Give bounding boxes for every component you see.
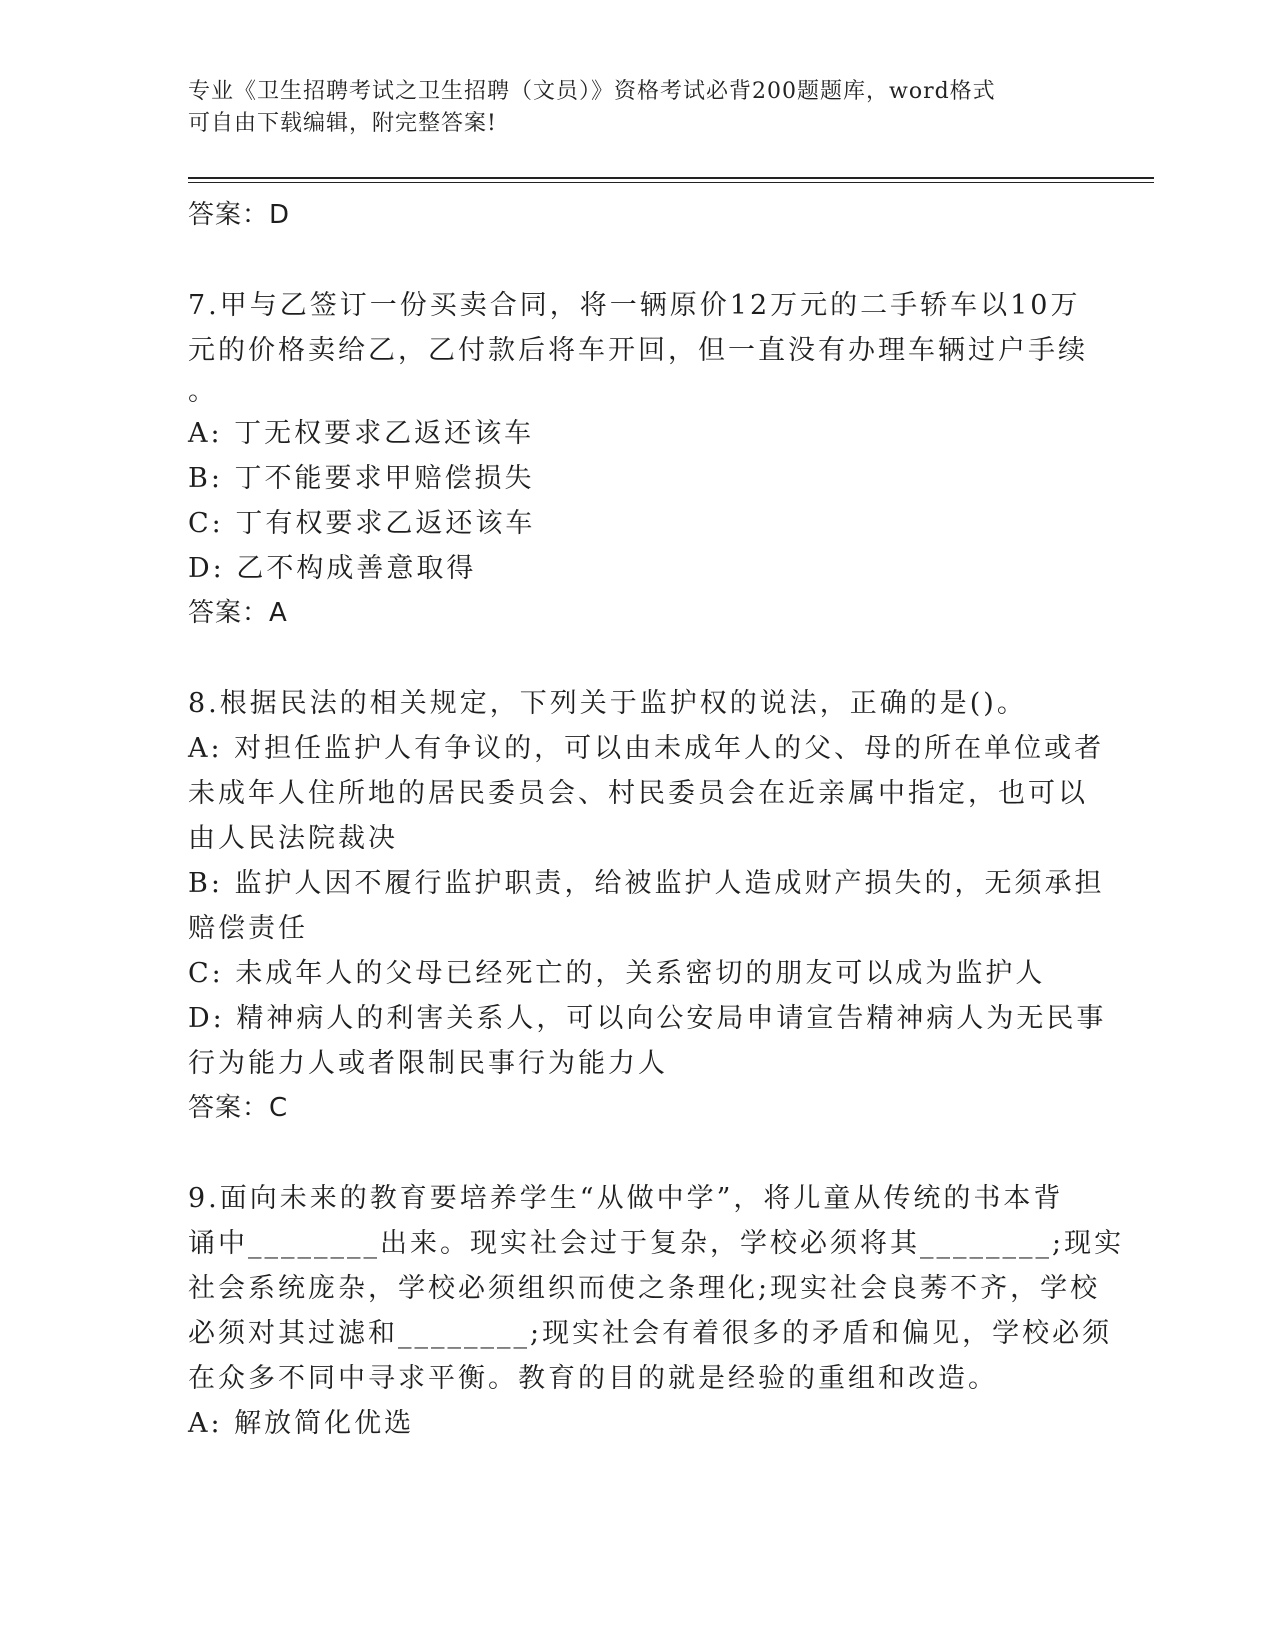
answer-q6: 答案：D	[188, 200, 291, 230]
header-line-2: 可自由下载编辑，附完整答案!	[188, 111, 497, 136]
option-d: D: 精神病人的利害关系人，可以向公安局申请宣告精神病人为无民事	[188, 1003, 1107, 1034]
option-c: C: 未成年人的父母已经死亡的，关系密切的朋友可以成为监护人	[188, 958, 1046, 989]
question-7	[188, 283, 1088, 636]
option-a: A: 丁无权要求乙返还该车	[188, 418, 535, 449]
answer-q8: 答案：C	[188, 1093, 289, 1123]
document-header	[188, 76, 1088, 140]
question-line: 在众多不同中寻求平衡。教育的目的就是经验的重组和改造。	[188, 1363, 998, 1394]
question-line: 9.面向未来的教育要培养学生“从做中学”，将儿童从传统的书本背	[188, 1183, 1064, 1214]
question-9	[188, 1176, 1125, 1446]
option-c: C: 丁有权要求乙返还该车	[188, 508, 536, 539]
option-b: B: 监护人因不履行监护职责，给被监护人造成财产损失的，无须承担	[188, 868, 1105, 899]
question-line: 社会系统庞杂，学校必须组织而使之条理化;现实社会良莠不齐，学校	[188, 1273, 1101, 1304]
question-line: 7.甲与乙签订一份买卖合同，将一辆原价12万元的二手轿车以10万	[188, 290, 1081, 321]
option-a-cont: 未成年人住所地的居民委员会、村民委员会在近亲属中指定，也可以	[188, 778, 1088, 809]
header-rule-thin	[188, 182, 1154, 183]
option-a: A: 解放简化优选	[188, 1408, 415, 1439]
option-b-cont: 赔偿责任	[188, 913, 308, 944]
option-b: B: 丁不能要求甲赔偿损失	[188, 463, 535, 494]
option-a-cont: 由人民法院裁决	[188, 823, 398, 854]
header-rule-thick	[188, 177, 1154, 179]
answer-q7: 答案：A	[188, 598, 288, 628]
question-line: 元的价格卖给乙，乙付款后将车开回，但一直没有办理车辆过户手续	[188, 335, 1088, 366]
option-d-cont: 行为能力人或者限制民事行为能力人	[188, 1048, 668, 1079]
question-8	[188, 681, 1107, 1131]
question-line: 必须对其过滤和________;现实社会有着很多的矛盾和偏见，学校必须	[188, 1318, 1113, 1349]
question-line: 。	[188, 376, 218, 407]
question-line: 诵中________出来。现实社会过于复杂，学校必须将其________;现实	[188, 1228, 1125, 1259]
option-a: A: 对担任监护人有争议的，可以由未成年人的父、母的所在单位或者	[188, 733, 1105, 764]
question-line: 8.根据民法的相关规定，下列关于监护权的说法，正确的是()。	[188, 688, 1027, 719]
header-line-1: 专业《卫生招聘考试之卫生招聘（文员）》资格考试必背200题题库，word格式	[188, 79, 996, 104]
document-body	[188, 193, 1125, 1446]
option-d: D: 乙不构成善意取得	[188, 553, 477, 584]
